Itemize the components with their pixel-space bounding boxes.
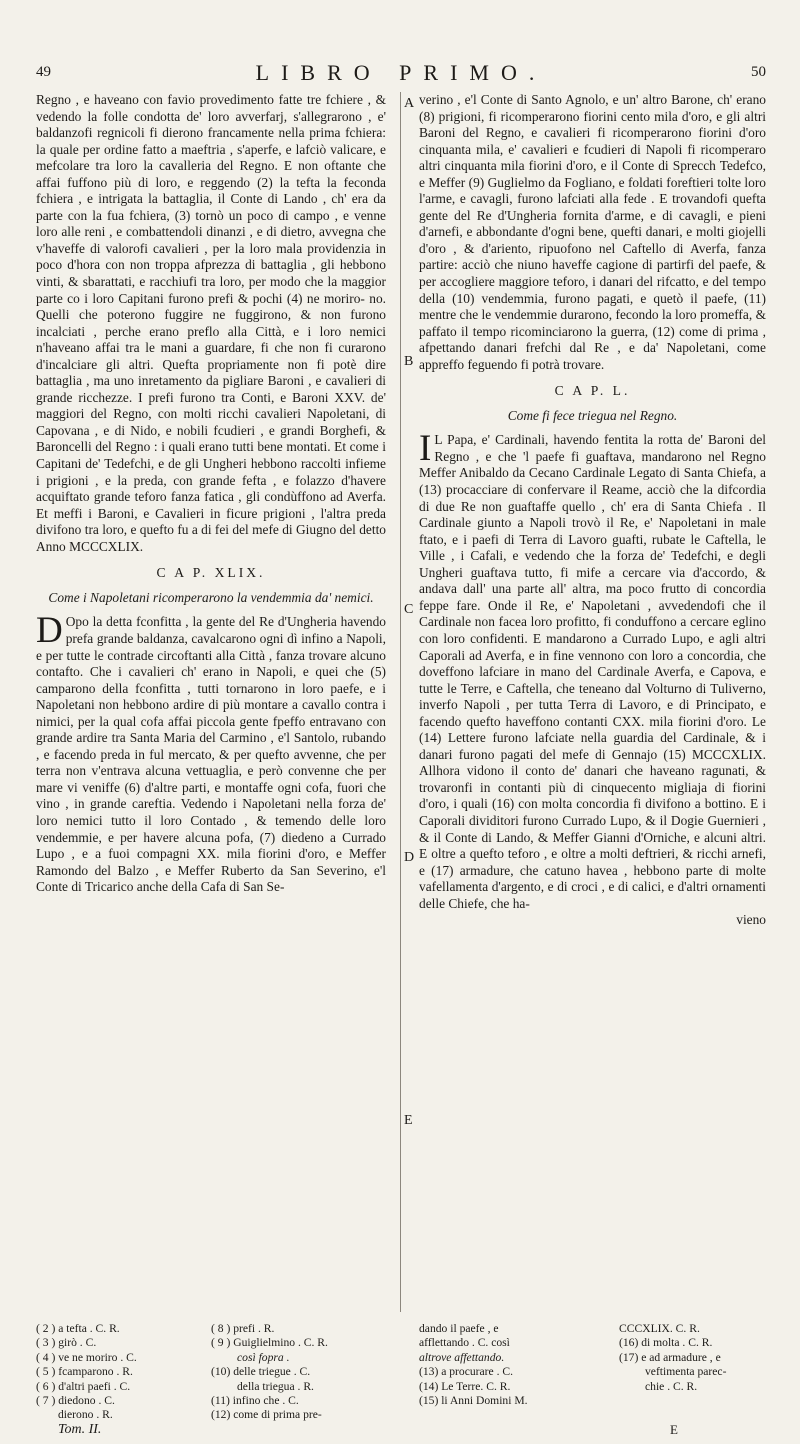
- chapter-subtitle-l: Come fi fece triegua nel Regno.: [507, 407, 678, 423]
- column-divider: [400, 92, 401, 1312]
- left-paragraph-2-text: Opo la detta fconfitta , la gente del Re d'Ungheria havendo prefa grande baldanza, cavalcarono ogni dì infino a Napoli, e per tutte le contrade circoftanti alla Città , fanza trovare alcuno contafto. Che i cavalieri ch' erano in Napoli, e quei che (5) camparono della fconfitta , tutti tornarono in loro paefe, e i Napoletani non hebbono ardire di più montare a cavallo contra i nimici, per la qual cofa affai piccola gente fpeffo entravano con grande ardire tra Santa Maria del Carmino , e'l Santolo, rubando , e facendo preda in ful mercato, & per quefto avvenne, che per terra non v'entrava alcuna vettuaglia, e però convenne che per mare vi veniffe (6) d'altre parti, e montaffe ogni cofa, fuori che vino , in grande careftia. Vedendo i Napoletani nella forza de' loro nemici tutto il loro Contado , & temendo delle loro vendemmie, e per havere alcuna pofa, (7) diedeno a Currado Lupo , e a fuoi compagni XX. mila fiorini d'oro, e Meffer Ramondo del Balzo , e Meffer Ruberto da San Severino, e'l Conte di Tricarico anche della Cafa di San Se-: [36, 614, 386, 895]
- signature-mark: E: [670, 1422, 678, 1437]
- footnote: (13) a procurare . C.: [419, 1365, 513, 1379]
- footnote: ( 4 ) ve ne moriro . C.: [36, 1350, 137, 1364]
- footnote: (10) delle triegue . C.: [211, 1365, 311, 1379]
- footnote: ( 7 ) diedono . C.: [36, 1394, 115, 1408]
- dropcap-d: D: [36, 610, 63, 652]
- right-paragraph-2: [419, 428, 766, 912]
- running-title: LIBRO PRIMO.: [255, 60, 547, 85]
- footnotes-right-col-b: [619, 1322, 761, 1394]
- footnote: (11) infino che . C.: [211, 1394, 299, 1408]
- margin-letter-e: E: [404, 1113, 413, 1128]
- right-column: [419, 92, 766, 929]
- margin-letter-c: C: [404, 602, 414, 617]
- margin-letter-b: B: [404, 354, 414, 369]
- footnote: (17) e ad armadure , e: [619, 1350, 721, 1364]
- footnote: ( 9 ) Guiglielmino . C. R.: [211, 1336, 328, 1350]
- footnote: veftimenta parec-: [645, 1365, 727, 1379]
- footnote: afflettando . C. così: [419, 1336, 510, 1350]
- left-paragraph-2: [36, 610, 386, 895]
- volume-mark: Tom. II.: [58, 1421, 102, 1437]
- footnote: ( 2 ) a tefta . C. R.: [36, 1322, 120, 1335]
- footnotes-left-col-b: [211, 1322, 381, 1423]
- footnotes-right: [419, 1322, 766, 1408]
- footnote: CCCXLIX. C. R.: [619, 1322, 700, 1335]
- footnote: (16) di molta . C. R.: [619, 1336, 713, 1350]
- footnote: altrove affettando.: [419, 1350, 505, 1364]
- margin-letter-a: A: [404, 96, 415, 111]
- right-paragraph-1: verino , e'l Conte di Santo Agnolo, e un' altro Barone, ch' erano (8) prigioni, fi ricomperarono fiorini cento mila d'oro, e gli altri Baroni del Regno, e cavalieri fi ricomperarono fiorini d'oro cinquanta mila, e' cavalieri e fcudieri di Napoli fi ricomperaro altri cinquanta mila fiorini d'oro, e il Conte di Sprecch Tedefco, e Meffer (9) Guglielmo da Fogliano, e foldati foreftieri tolte loro l'arme, e cavagli, furono lafciati alla fede . E trovandofi quefta gente del Re d'Ungheria fornita d'arme, e di cavagli, e pieni d'arnefi, e abbondante d'ogni bene, quefti danari, e molti giojelli d'oro , & d'ariento, ripuofono nel Caftello di Averfa, fanza partire: acciò che niuno haveffe cagione di partirfi del paefe, & per accogliere maggiore teforo, i danari del rifcatto, e del tempo della (10) vendemmia, furono pagati, e quetò il paefe, (11) mentre che le vendemmie durarono, fecondo la loro promeffa, & paffato il tempo ricominciarono la guerra, (12) come di prima , afpettando danari frefchi dal Re , e da' Napoletani, come appreffo feguendo fi potrà trovare.: [419, 92, 766, 372]
- footnotes-right-col-a: [419, 1322, 619, 1408]
- footnote: chie . C. R.: [645, 1379, 698, 1393]
- right-page-number: 50: [751, 64, 766, 80]
- chapter-subtitle-xlix: Come i Napoletani ricomperarono la vendemmia da' nemici.: [48, 589, 374, 605]
- footnote: (12) come di prima pre-: [211, 1408, 322, 1422]
- footnote: (14) Le Terre. C. R.: [419, 1379, 511, 1393]
- dropcap-i: I: [419, 428, 432, 470]
- footnotes-left-col-a: [36, 1322, 211, 1437]
- left-column: [36, 92, 386, 896]
- catchword: vieno: [736, 912, 766, 928]
- footnote: della triegua . R.: [237, 1379, 314, 1393]
- footnotes-left: [36, 1322, 386, 1437]
- left-page-number: 49: [36, 64, 51, 80]
- footnote: così fopra .: [237, 1350, 290, 1364]
- running-head: [36, 60, 766, 92]
- margin-letter-d: D: [404, 850, 415, 865]
- footnote: dando il paefe , e: [419, 1322, 499, 1335]
- footnote: ( 3 ) girò . C.: [36, 1336, 97, 1350]
- chapter-title-xlix: C A P. XLIX.: [156, 565, 266, 581]
- footnote: ( 8 ) prefi . R.: [211, 1322, 275, 1335]
- footnote: ( 5 ) fcamparono . R.: [36, 1365, 133, 1379]
- footnote: dierono . R.: [58, 1408, 113, 1422]
- right-paragraph-2-text: L Papa, e' Cardinali, havendo fentita la rotta de' Baroni del Regno , e che 'l paefe fi guaftava, mandarono nel Regno Meffer Anibaldo da Cecano Cardinale Legato di Santa Chiefa, a (13) procacciare di confervare il Reame, acciò che la difcordia di due Re non guaftaffe quello , ch' era di Santa Chiefa . Il Cardinale giunto a Napoli trovò il Re, e' Napoletani in male ftato, e i paefi di Terra di Lavoro guafti, rubate le Caftella, le Ville , i Cafali, e vedendo che la forza de' Tedefchi, e degli Ungheri guaftava tutto, fi mife a cercare via d'accordo, & andava dall' una parte all' altra, ma poco frutto di concordia feppe fare. Onde il Re, e' Napoletani , avvedendofi che il Cardinale non facea loro profitto, fi conduffono a cercare eglino con loro confidenti. E mandarono a Currado Lupo, e agli altri Caporali ad Averfa, e in fine vennono con loro a concordia, che doveffono lafciare in mano del Cardinale Averfa, e Capova, e tutte le Terre, e Caftella, che teneano dal Volturno di Tuliverno, inverfo Napoli , per tutta Terra di Lavoro, e di Principato, e facendo quefto haveffono contanti CXX. mila fiorini d'oro. Le (14) Lettere furono lafciate nella guardia del Cardinale, & i danari furono pagati del mefe di Gennajo (15) MCCCXLIX. Allhora vidono il conto de' danari che haveano ragunati, & trovaronfi in contanti più di cinquecento migliaja di fiorini d'oro, i quali (16) con molta concordia fi divifono a bottino. E i Caporali dividitori furono Currado Lupo, & il Dogie Guernieri , & il Conte di Lando, & Meffer Gianni d'Orniche, e alcuni altri. E oltre a quefto teforo , e oltre a molti deftrieri, & ricchi arnefi, e (17) armadure, che catuno havea , hebbono parte di molte vafellamenta d'argento, e di croci , e di calici, e d'altri ornamenti delle Chiefe, che ha-: [419, 432, 766, 911]
- footnote: ( 6 ) d'altri paefi . C.: [36, 1379, 131, 1393]
- chapter-title-l: C A P. L.: [554, 383, 631, 399]
- left-paragraph-1: Regno , e haveano con favio provedimento fatte tre fchiere , & vedendo la folle condotta de' loro avverfarj, s'allegrarono , e' baldanzofi regnicoli fi dierono francamente nella prima fchiera: la quale per ordine fatto a maeftria , s'aperfe, e lafciò valicare, e mefcolare tra loro la cavalleria del Regno. E non oftante che affai fuffono più di loro, e reggendo (2) la tefta la feconda fchiera , e intrigata la battaglia, il Conte di Lando , ch' era da parte con la fua fchiera, (3) tornò un poco di campo , e venne loro alle reni , e combattendoli dinanzi , e di dietro, avvegna che v'haveffe di valorofi cavalieri , per la loro mala providenzia in poco d'hora con non troppa afprezza di battaglia , gli hebbono vinti, & sbarattati, e racchiufi tra loro, per modo che la maggior parte co i loro Capitani furono prefi & pochi (4) ne moriro- no. Quelli che poterono fuggire ne fuggirono, & non furono incalciati , perche erano preflo alla Città, e i loro nemici n'haveano affai tra le mani a guardare, fi che non fi curarono d'incalciare gli altri. Quefta propriamente non fi potè dire battaglia , ma uno inretamento da pigliare Baroni , e cavalieri di grande ricchezze. I prefi furono tra Conti, e Baroni XXV. de' maggiori del Regno, con molti ricchi cavalieri Napoletani, di Capovana , e di Nido, e nobili fcudieri , e grandi Borghefi, & Baroncelli del Regno : i quali erano tutti bene montati. Et come i Capitani de' Tedefchi, e de gli Ungheri hebbono raccolti infieme i prigioni , e la preda, con grande fefta , e folazzo d'havere acquiftato grande teforo fanza fatica , gli condùffono ad Averfa. Et meffi i Baroni, e Cavalieri in ficure prigioni , l'altra preda divifono tra loro, e quefto fu a di fei del mefe di Giugno del detto Anno MCCCXLIX.: [36, 92, 386, 554]
- footnote: (15) li Anni Domini M.: [419, 1394, 528, 1408]
